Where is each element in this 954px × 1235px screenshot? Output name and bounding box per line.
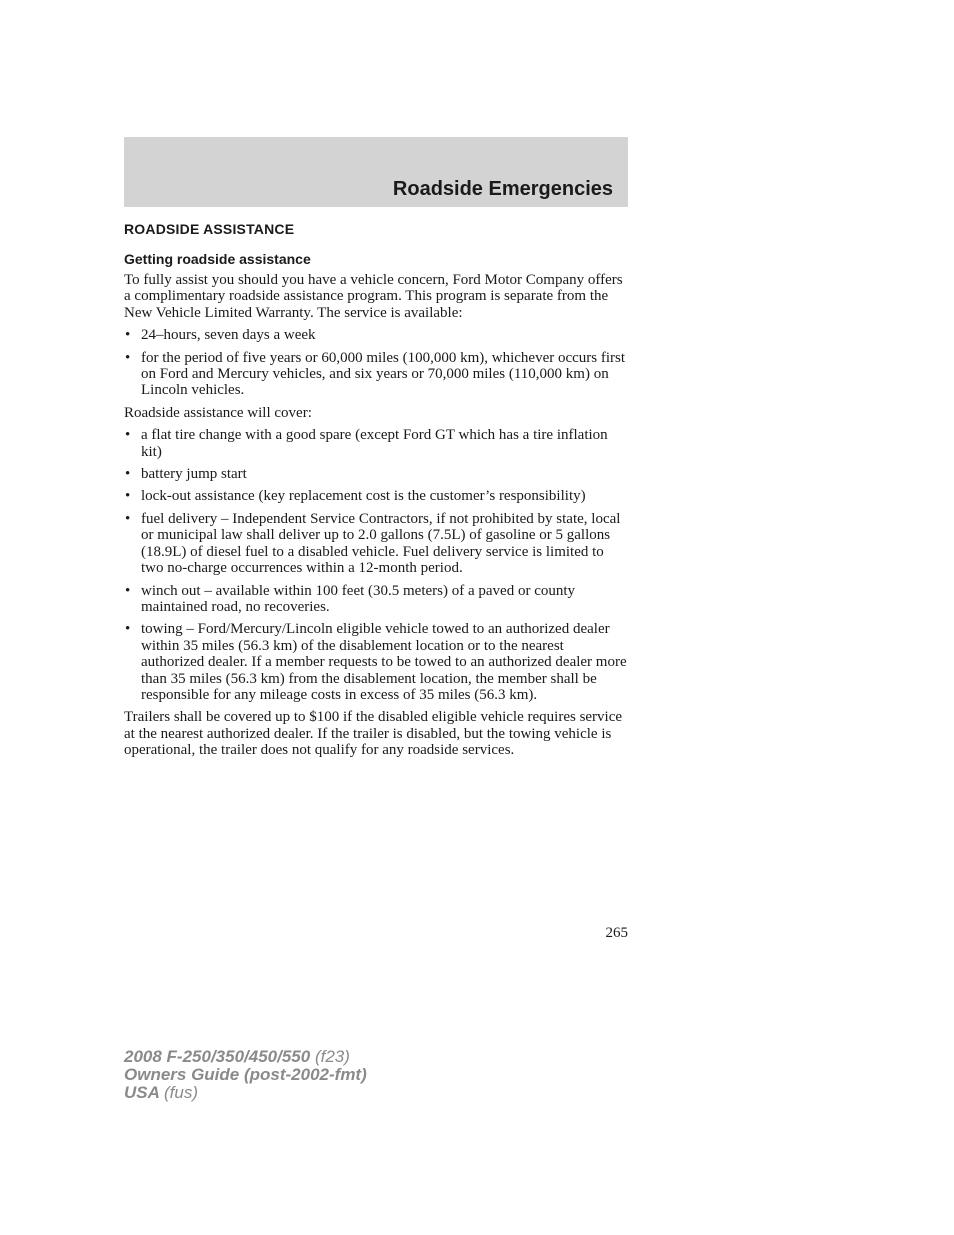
footer-region: USA	[124, 1083, 160, 1102]
page-content	[124, 219, 630, 765]
footer-guide: Owners Guide (post-2002-fmt)	[124, 1065, 367, 1084]
list-item: • towing – Ford/Mercury/Lincoln eligible vehicle towed to an authorized dealer within 35 miles (56.3 km) of the disablement location or to the nearest authorized dealer. If a member requests to be towed to an authorized dealer more than 35 miles (56.3 km) from the disablement location, the member shall be responsible for any mileage costs in excess of 35 miles (56.3 km).	[124, 621, 630, 703]
footer-line-model	[124, 1048, 367, 1066]
subsection-title: Getting roadside assistance	[124, 251, 311, 267]
trailers-paragraph: Trailers shall be covered up to $100 if the disabled eligible vehicle requires service at the nearest authorized dealer. If the trailer is disabled, but the towing vehicle is operational, the trailer does not qualify for any roadside services.	[124, 709, 623, 759]
page-number: 265	[605, 925, 628, 941]
availability-list	[124, 327, 630, 399]
footer-model-code: (f23)	[314, 1047, 350, 1066]
section-title: ROADSIDE ASSISTANCE	[124, 221, 295, 237]
list-item: • 24–hours, seven days a week	[124, 327, 630, 343]
intro-paragraph: To fully assist you should you have a vehicle concern, Ford Motor Company offers a complimentary roadside assistance program. This program is separate from the New Vehicle Limited Warranty. The service is available:	[124, 272, 623, 321]
cover-intro-paragraph: Roadside assistance will cover:	[124, 404, 312, 421]
coverage-list	[124, 427, 630, 703]
list-item: • battery jump start	[124, 466, 630, 482]
chapter-header-band	[124, 137, 628, 207]
chapter-title: Roadside Emergencies	[392, 178, 613, 200]
list-item: • lock-out assistance (key replacement cost is the customer’s responsibility)	[124, 488, 630, 504]
list-item: • for the period of five years or 60,000 miles (100,000 km), whichever occurs first on Ford and Mercury vehicles, and six years or 70,000 miles (110,000 km) on Lincoln vehicles.	[124, 350, 630, 399]
document-footer	[124, 1048, 367, 1102]
list-item: • fuel delivery – Independent Service Contractors, if not prohibited by state, local or municipal law shall deliver up to 2.0 gallons (7.5L) of gasoline or 5 gallons (18.9L) of diesel fuel to a disabled vehicle. Fuel delivery service is limited to two no-charge occurrences within a 12-month period.	[124, 511, 630, 577]
list-item: • a flat tire change with a good spare (except Ford GT which has a tire inflation kit)	[124, 427, 630, 460]
footer-region-code: (fus)	[164, 1083, 198, 1102]
footer-line-region	[124, 1084, 367, 1102]
list-item: • winch out – available within 100 feet (30.5 meters) of a paved or county maintained road, no recoveries.	[124, 583, 630, 616]
footer-model: 2008 F-250/350/450/550	[124, 1047, 311, 1066]
footer-line-guide	[124, 1066, 367, 1084]
